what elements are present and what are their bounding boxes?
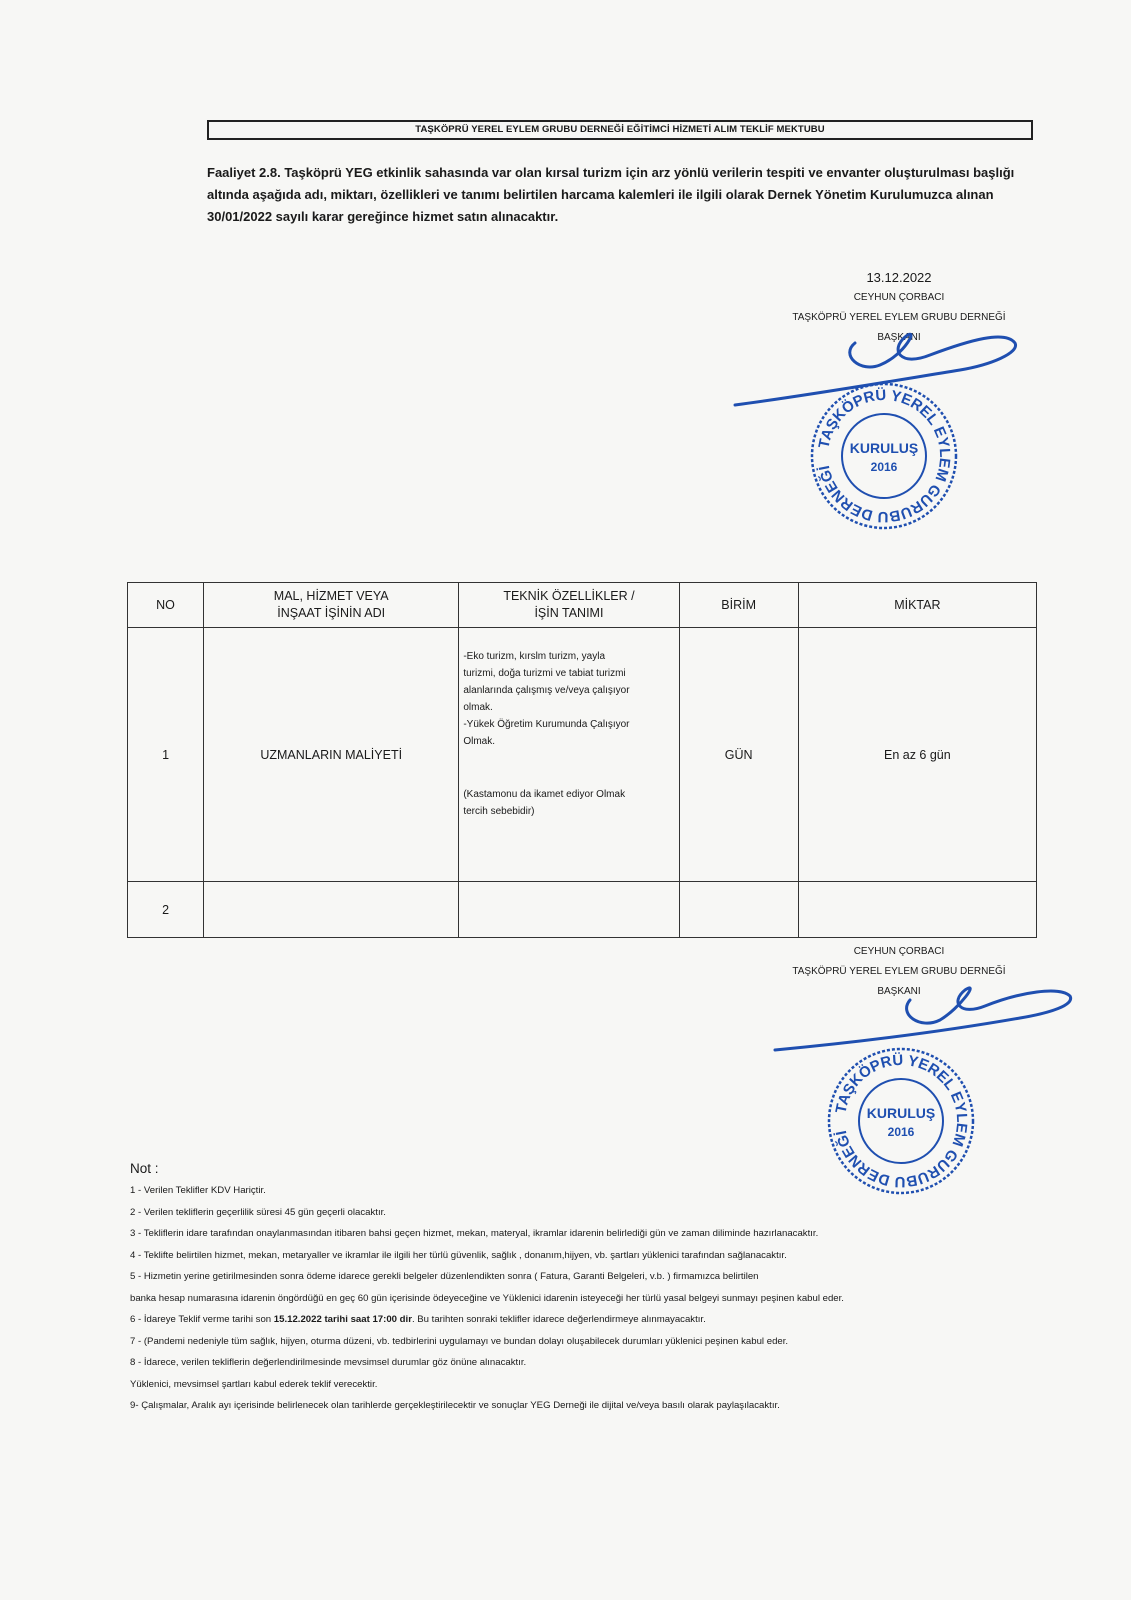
stamp-year: 2016 (870, 460, 898, 474)
note-line: 5 - Hizmetin yerine getirilmesinden sonra ödeme idarece gerekli belgeler düzenlendikten sonra ( Fatura, Garanti Belgeleri, v.b. ) firmamızca belirtilen (130, 1271, 759, 1282)
header-tech-line1: TEKNİK ÖZELLİKLER / (503, 589, 635, 603)
cell-qty: En az 6 gün (798, 628, 1036, 882)
cell-tech (459, 628, 679, 882)
header-no: NO (128, 583, 204, 628)
tech-line: turizmi, doğa turizmi ve tabiat turizmi (463, 668, 626, 679)
handwritten-signature (730, 325, 1030, 415)
header-tech-line2: İŞİN TANIMI (534, 606, 604, 620)
header-tech (459, 583, 679, 628)
handwritten-signature (770, 980, 1080, 1060)
signer-name: CEYHUN ÇORBACI (853, 946, 945, 957)
stamp-ring-text: TAŞKÖPRÜ YEREL EYLEM GURUBU DERNEĞİ (815, 386, 954, 526)
note-line: 4 - Teklifte belirtilen hizmet, mekan, metaryaller ve ikramlar ile ilgili her türlü güvenlik, sağlık , donanım,hijyen, vb. şartları yüklenici tarafından sağlanacaktır. (130, 1249, 787, 1261)
tech-line: -Eko turizm, kırslm turizm, yayla (463, 651, 606, 662)
note-line: banka hesap numarasına idarenin öngördüğü en geç 60 gün içerisinde ödeyeceğine ve Yüklenici idarenin isteyeceği her türlü yasal belgeyi sunmayı peşinen kabul eder. (130, 1292, 844, 1304)
stamp-center-text: KURULUŞ (866, 1105, 936, 1121)
cell-qty (798, 882, 1036, 938)
header-unit: BİRİM (679, 583, 798, 628)
note-line: Yüklenici, mevsimsel şartları kabul ederek teklif verecektir. (130, 1378, 378, 1390)
note-line: 1 - Verilen Teklifler KDV Hariçtir. (130, 1185, 266, 1196)
stamp-ring-text: TAŞKÖPRÜ YEREL EYLEM GURUBU DERNEĞİ (832, 1051, 971, 1191)
stamp-center-text: KURULUŞ (849, 440, 919, 456)
signer-org: TAŞKÖPRÜ YEREL EYLEM GRUBU DERNEĞİ (792, 312, 1006, 323)
cell-unit: GÜN (679, 628, 798, 882)
table-row (128, 882, 1037, 938)
document-title: TAŞKÖPRÜ YEREL EYLEM GRUBU DERNEĞİ EĞİTİMCİ HİZMETİ ALIM TEKLİF MEKTUBU (207, 120, 1033, 140)
header-qty: MİKTAR (798, 583, 1036, 628)
tech-note-line: (Kastamonu da ikamet ediyor Olmak (463, 789, 626, 800)
tech-line: -Yükek Öğretim Kurumunda Çalışıyor (463, 719, 630, 730)
cell-no: 1 (128, 628, 204, 882)
header-name-line1: MAL, HİZMET VEYA (273, 589, 389, 603)
table-header-row (128, 583, 1037, 628)
table-row (128, 628, 1037, 882)
deadline-date: 15.12.2022 tarihi saat 17:00 dir (273, 1314, 412, 1325)
signer-org: TAŞKÖPRÜ YEREL EYLEM GRUBU DERNEĞİ (792, 966, 1006, 977)
letter-date: 13.12.2022 (866, 270, 932, 285)
signer-name: CEYHUN ÇORBACI (853, 292, 945, 303)
tech-line: Olmak. (463, 736, 496, 747)
tech-line: alanlarında çalışmış ve/veya çalışıyor (463, 685, 630, 696)
cell-tech (459, 882, 679, 938)
tech-note-line: tercih sebebidir) (463, 806, 535, 817)
cell-name (204, 882, 459, 938)
signer-role: BAŞKANI (877, 986, 921, 997)
deadline-prefix: 6 - İdareye Teklif verme tarihi son (130, 1314, 274, 1325)
cell-no: 2 (128, 882, 204, 938)
notes-section (130, 1158, 1030, 1417)
header-name-line2: İNŞAAT İŞİNİN ADI (277, 606, 386, 620)
note-line: 8 - İdarece, verilen tekliflerin değerlendirilmesinde mevsimsel durumlar göz önüne alınacaktır. (130, 1357, 527, 1368)
note-line: 3 - Tekliflerin idare tarafından onaylanmasından itibaren bahsi geçen hizmet, mekan, materyal, ikramlar idarenin belirlediği gün ve zaman diliminde hazırlanacaktır. (130, 1228, 819, 1239)
signer-role: BAŞKANI (877, 332, 921, 343)
note-line: 2 - Verilen tekliflerin geçerlilik süresi 45 gün geçerli olacaktır. (130, 1206, 386, 1218)
items-table (127, 582, 1037, 938)
header-name (204, 583, 459, 628)
tech-line: olmak. (463, 702, 493, 713)
stamp-year: 2016 (887, 1125, 915, 1139)
note-line-deadline (130, 1309, 1030, 1331)
deadline-suffix: . Bu tarihten sonraki teklifler idarece değerlendirmeye alınmayacaktır. (411, 1314, 706, 1325)
cell-name: UZMANLARIN MALİYETİ (204, 628, 459, 882)
intro-paragraph: Faaliyet 2.8. Taşköprü YEG etkinlik sahasında var olan kırsal turizm için arz yönlü verilerin tespiti ve envanter oluşturulması başlığı altında aşağıda adı, miktarı, özellikleri ve tanımı belirtilen harcama kalemleri ile ilgili olarak Dernek Yönetim Kurulumuzca alınan 30/01/2022 sayılı karar gereğince hizmet satın alınacaktır. (207, 165, 1015, 224)
note-line: 9- Çalışmalar, Aralık ayı içerisinde belirlenecek olan tarihlerde gerçekleştirilecektir ve sonuçlar YEG Derneği ile dijital ve/veya basılı olarak paylaşılacaktır. (130, 1400, 780, 1411)
cell-unit (679, 882, 798, 938)
note-line: 7 - (Pandemi nedeniyle tüm sağlık, hijyen, oturma düzeni, vb. tedbirlerini uygulamayı ve bundan dolayı oluşabilecek durumları yüklenici peşinen kabul eder. (130, 1335, 789, 1347)
notes-heading: Not : (130, 1161, 159, 1176)
